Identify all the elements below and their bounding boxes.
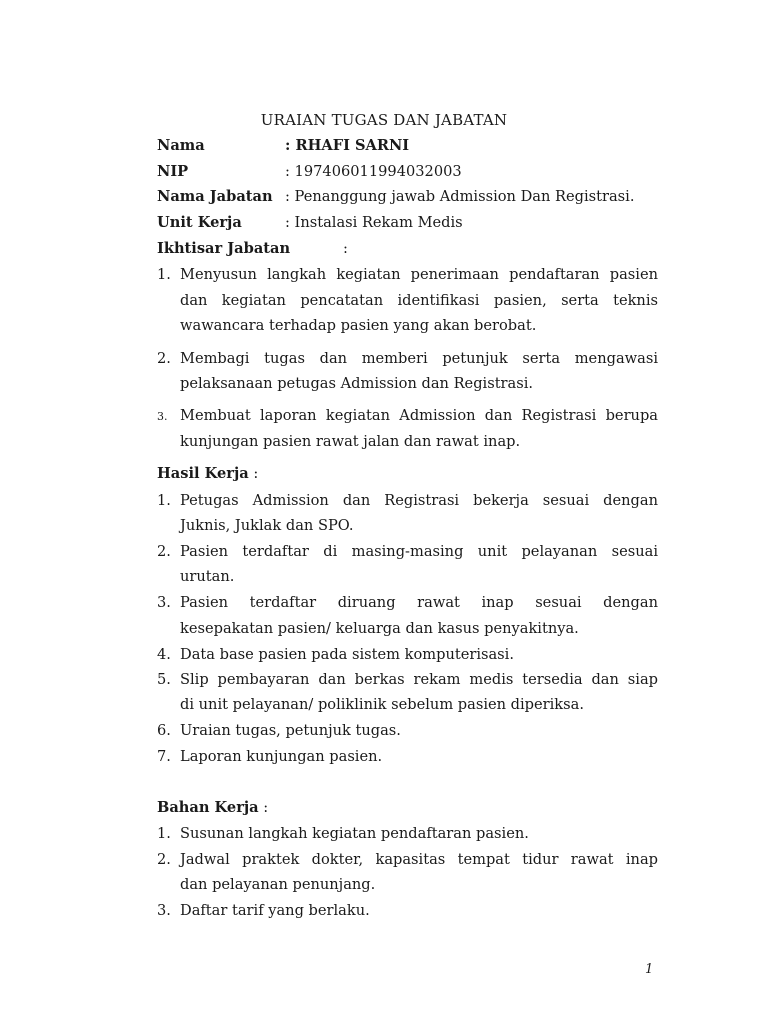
hasil-kerja-heading	[157, 463, 258, 485]
hasil-item-7-line-1: Laporan kunjungan pasien.	[180, 748, 383, 765]
hasil-item-4-line-1: Data base pasien pada sistem komputerisasi.	[180, 646, 514, 663]
ikhtisar-item-1-line-2: dan kegiatan pencatatan identifikasi pasien, serta teknis	[180, 292, 658, 309]
field-value-nama: : RHAFI SARNI	[285, 137, 410, 154]
ikhtisar-item-1-number: 1.	[157, 266, 171, 283]
hasil-item-2-line-2: urutan.	[180, 568, 235, 585]
bahan-kerja-label: Bahan Kerja	[157, 799, 259, 816]
hasil-item-3-number: 3.	[157, 594, 171, 611]
field-label-unit-kerja: Unit Kerja	[157, 214, 242, 231]
ikhtisar-item-2-number: 2.	[157, 350, 171, 367]
hasil-item-1-number: 1.	[157, 492, 171, 509]
ikhtisar-item-1-line-3: wawancara terhadap pasien yang akan berobat.	[180, 317, 537, 334]
hasil-item-6-line-1: Uraian tugas, petunjuk tugas.	[180, 722, 401, 739]
hasil-item-2-number: 2.	[157, 543, 171, 560]
field-label-nama-jabatan: Nama Jabatan	[157, 188, 273, 205]
ikhtisar-item-1-line-1: Menyusun langkah kegiatan penerimaan pendaftaran pasien	[180, 266, 658, 283]
hasil-item-6-number: 6.	[157, 722, 171, 739]
hasil-item-1-line-2: Juknis, Juklak dan SPO.	[180, 517, 354, 534]
field-value-nip: : 197406011994032003	[285, 163, 462, 180]
hasil-item-7-number: 7.	[157, 748, 171, 765]
bahan-item-2-number: 2.	[157, 851, 171, 868]
field-value-nama-jabatan: : Penanggung jawab Admission Dan Registrasi.	[285, 188, 635, 205]
hasil-item-2-line-1: Pasien terdaftar di masing-masing unit pelayanan sesuai	[180, 543, 658, 560]
hasil-item-4-number: 4.	[157, 646, 171, 663]
page-number: 1	[645, 962, 654, 977]
bahan-item-2-line-2: dan pelayanan penunjang.	[180, 876, 376, 893]
ikhtisar-item-3-line-1: Membuat laporan kegiatan Admission dan Registrasi berupa	[180, 407, 658, 424]
ikhtisar-item-3-line-2: kunjungan pasien rawat jalan dan rawat inap.	[180, 433, 521, 450]
field-label-nama: Nama	[157, 137, 205, 154]
bahan-item-1-line-1: Susunan langkah kegiatan pendaftaran pasien.	[180, 825, 529, 842]
ikhtisar-item-3-number: 3.	[157, 410, 168, 423]
bahan-item-2-line-1: Jadwal praktek dokter, kapasitas tempat tidur rawat inap	[180, 851, 658, 868]
ikhtisar-item-2-line-2: pelaksanaan petugas Admission dan Registrasi.	[180, 375, 534, 392]
bahan-kerja-colon: :	[258, 799, 269, 816]
hasil-kerja-colon: :	[248, 465, 259, 482]
document-title: URAIAN TUGAS DAN JABATAN	[260, 111, 508, 129]
bahan-item-3-line-1: Daftar tarif yang berlaku.	[180, 902, 370, 919]
hasil-item-5-line-2: di unit pelayanan/ poliklinik sebelum pasien diperiksa.	[180, 696, 584, 713]
hasil-item-3-line-1: Pasien terdaftar diruang rawat inap sesuai dengan	[180, 594, 658, 611]
hasil-item-3-line-2: kesepakatan pasien/ keluarga dan kasus penyakitnya.	[180, 620, 579, 637]
field-value-unit-kerja: : Instalasi Rekam Medis	[285, 214, 463, 231]
hasil-item-1-line-1: Petugas Admission dan Registrasi bekerja sesuai dengan	[180, 492, 658, 509]
ikhtisar-colon: :	[343, 240, 348, 257]
bahan-item-3-number: 3.	[157, 902, 171, 919]
field-label-nip: NIP	[157, 163, 189, 180]
hasil-item-5-line-1: Slip pembayaran dan berkas rekam medis tersedia dan siap	[180, 671, 658, 688]
bahan-item-1-number: 1.	[157, 825, 171, 842]
bahan-kerja-heading	[157, 797, 268, 819]
hasil-kerja-label: Hasil Kerja	[157, 465, 249, 482]
ikhtisar-heading: Ikhtisar Jabatan	[157, 240, 291, 257]
hasil-item-5-number: 5.	[157, 671, 171, 688]
ikhtisar-item-2-line-1: Membagi tugas dan memberi petunjuk serta mengawasi	[180, 350, 658, 367]
